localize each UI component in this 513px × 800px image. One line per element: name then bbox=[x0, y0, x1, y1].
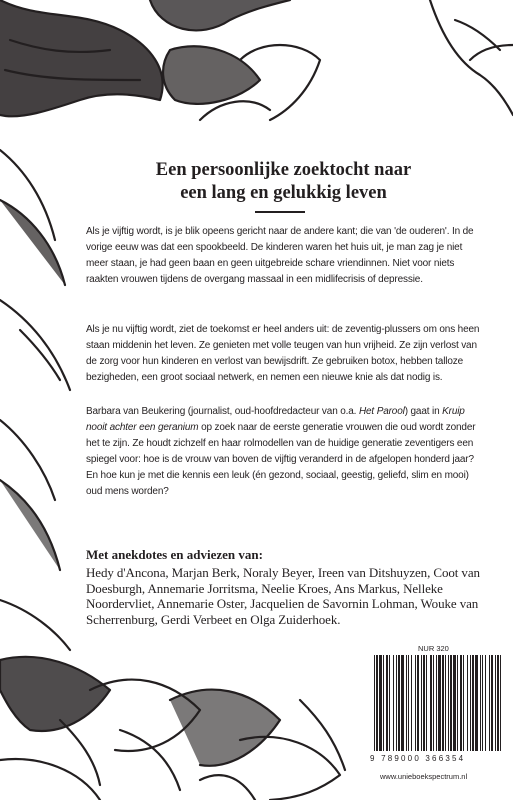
contributors-list: Hedy d'Ancona, Marjan Berk, Noraly Beyer, Ireen van Ditshuyzen, Coot van Doesburgh, Annemarie Jorritsma, Neelie Kroes, Ans Markus, Nelleke Noordervliet, Annemarie Oster, Jacquelien de Savornin Lohman, Wouke van Scherrenburg, Gerdi Verbeet en Olga Zuiderhoek. bbox=[86, 565, 480, 627]
barcode-bar bbox=[423, 655, 425, 751]
barcode-bar bbox=[386, 655, 388, 751]
p3-text-a: Barbara van Beukering (journalist, oud-hoofdredacteur van o.a. bbox=[86, 406, 359, 417]
barcode-bar bbox=[433, 655, 434, 751]
barcode-bar bbox=[374, 655, 375, 751]
barcode-bar bbox=[406, 655, 407, 751]
barcode-bar bbox=[457, 655, 458, 751]
barcode-bar bbox=[396, 655, 397, 751]
headline bbox=[86, 159, 481, 205]
isbn-barcode bbox=[372, 655, 507, 753]
p3-italic-book-title: Kruip nooit achter een geranium bbox=[86, 406, 465, 433]
barcode-bar bbox=[482, 655, 483, 751]
barcode-bar bbox=[415, 655, 416, 751]
barcode-bar bbox=[480, 655, 481, 751]
barcode-bar bbox=[389, 655, 390, 751]
barcode-bar bbox=[453, 655, 456, 751]
barcode-bar bbox=[448, 655, 449, 751]
barcode-bar bbox=[417, 655, 419, 751]
barcode-bar bbox=[438, 655, 441, 751]
barcode-bar bbox=[421, 655, 422, 751]
p3-text-b: ) gaat in bbox=[404, 406, 443, 417]
barcode-bar bbox=[445, 655, 446, 751]
barcode-bar bbox=[398, 655, 400, 751]
barcode-bar bbox=[426, 655, 427, 751]
barcode-bar bbox=[467, 655, 468, 751]
p3-italic-newspaper: Het Parool bbox=[358, 406, 405, 417]
barcode-bar bbox=[470, 655, 471, 751]
barcode-bar bbox=[495, 655, 496, 751]
barcode-bar bbox=[383, 655, 384, 751]
barcode-bar bbox=[411, 655, 412, 751]
body-paragraph-2: Als je nu vijftig wordt, ziet de toekomst er heel anders uit: de zeventig-plussers om ons heen staan middenin het leven. Ze genieten met volle teugen van hun vrijheid. Ze zijn verlost van de zorg voor hun kinderen en verlost van bewijsdrift. Ze gebruiken botox, hebben talloze bezigheden, een groot sociaal netwerk, en nemen een nieuwe knie als dat nodig is. bbox=[86, 324, 480, 383]
headline-divider bbox=[255, 211, 305, 213]
body-paragraph-3 bbox=[86, 404, 486, 499]
barcode-bar bbox=[497, 655, 499, 751]
contributors-title: Met anekdotes en adviezen van: bbox=[86, 547, 263, 562]
headline-line-1: Een persoonlijke zoektocht naar bbox=[155, 160, 412, 180]
barcode-bar bbox=[491, 655, 493, 751]
publisher-website: www.unieboekspectrum.nl bbox=[380, 772, 468, 781]
barcode-bar bbox=[379, 655, 382, 751]
barcode-bar bbox=[463, 655, 464, 751]
barcode-bar bbox=[500, 655, 501, 751]
barcode-bar bbox=[450, 655, 452, 751]
barcode-bar bbox=[485, 655, 486, 751]
barcode-bar bbox=[460, 655, 462, 751]
barcode-bar bbox=[408, 655, 409, 751]
barcode-bar bbox=[430, 655, 432, 751]
nur-code: NUR 320 bbox=[418, 644, 449, 653]
body-paragraph-1: Als je vijftig wordt, is je blik opeens gericht naar de andere kant; die van 'de ouderen'. In de vorige eeuw was dat een spookbeeld. De kinderen waren het huis uit, je man zag je niet meer staan, je had geen baan en geen uitgebreide schare vriendinnen. Niet voor niets raakten vrouwen tijdens de overgang massaal in een midlifecrisis of depressie. bbox=[86, 226, 474, 285]
p3-text-c: op zoek naar de eerste generatie vrouwen die oud wordt zonder het te zijn. Ze houdt zichzelf en haar rolmodellen van de huidige generatie zeventigers een spiegel voor: hoe is de vrouw van boven de vijftig veranderd in de afgelopen honderd jaar? En hoe kun je met die kennis een leuk (én gezond, sociaal, geestig, geliefd, slim en mooi) oud mens worden? bbox=[86, 421, 476, 497]
barcode-bar bbox=[442, 655, 444, 751]
barcode-bar bbox=[489, 655, 490, 751]
barcode-bar bbox=[376, 655, 378, 751]
isbn-digits: 9 789000 366354 bbox=[370, 754, 466, 763]
headline-line-2: een lang en gelukkig leven bbox=[180, 183, 387, 203]
barcode-bar bbox=[472, 655, 474, 751]
barcode-bar bbox=[401, 655, 404, 751]
barcode-bar bbox=[475, 655, 478, 751]
barcode-bar bbox=[393, 655, 394, 751]
barcode-bar bbox=[436, 655, 437, 751]
